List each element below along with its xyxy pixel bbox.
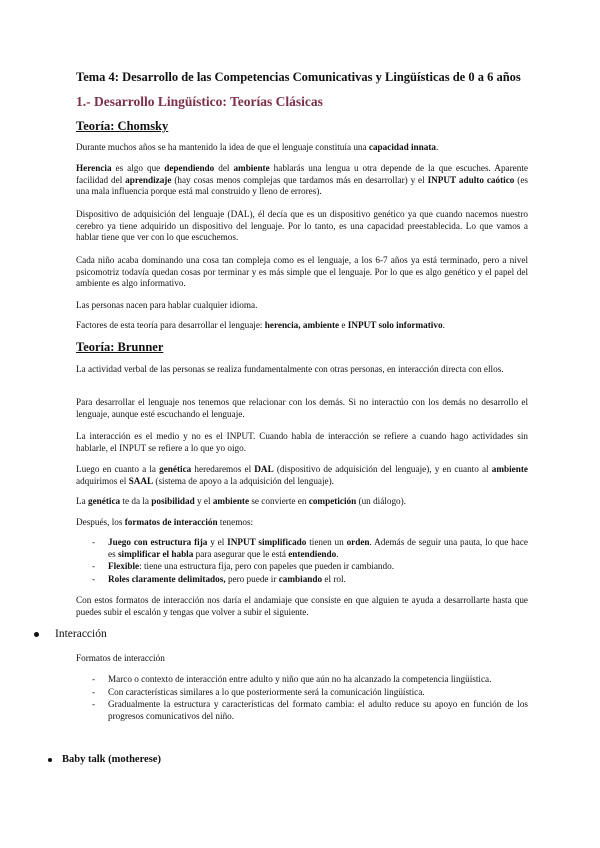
- text-run: (dispositivo de adquisición del lenguaje), y en cuanto al: [273, 464, 492, 474]
- bold-run: Herencia: [76, 163, 112, 173]
- list-dash: -: [92, 674, 96, 684]
- bold-run: capacidad innata: [368, 142, 437, 152]
- document-title: Tema 4: Desarrollo de las Competencias Comunicativas y Lingüísticas de 0 a 6 años: [76, 70, 521, 84]
- list-dash: -: [92, 699, 96, 710]
- brunner-paragraph-2: Para desarrollar el lenguaje nos tenemos que relacionar con los demás. Si no interactúo con los demás no desarrollo el lenguaje, aunque esté escuchando el lenguaje.: [76, 397, 528, 419]
- bold-run: SAAL: [128, 475, 154, 486]
- bold-run: entendiendo: [288, 548, 337, 559]
- text-run: Durante muchos años se ha mantenido la idea de que el lenguaje constituía una: [76, 142, 369, 152]
- text-run: .: [336, 548, 339, 559]
- brunner-paragraph-1: La actividad verbal de las personas se realiza fundamentalmente con otras personas, en interacción directa con ellos.: [76, 364, 504, 374]
- text-run: y el: [207, 537, 228, 547]
- bold-run: competición: [308, 496, 357, 506]
- text-run: pero puede ir: [225, 573, 279, 584]
- text-run: .: [436, 142, 439, 152]
- bold-run: Roles claramente delimitados,: [108, 573, 226, 584]
- text-run: adquirimos el: [76, 475, 129, 486]
- text-run: y el: [194, 496, 213, 506]
- list-item: [92, 687, 528, 699]
- list-item: [92, 561, 528, 573]
- bold-run: INPUT simplificado: [227, 537, 307, 547]
- text-run: Después, los: [76, 517, 125, 527]
- text-run: hablarás una lengua u otra depende de la que escuches. Aparente facilidad del: [76, 163, 528, 185]
- bold-run: aprendizaje: [125, 174, 172, 185]
- bold-run: DAL: [254, 464, 274, 474]
- text-run: : tiene una estructura fija, pero con papeles que pueden ir cambiando.: [139, 561, 394, 572]
- brunner-heading: Teoría: Brunner: [76, 340, 164, 354]
- chomsky-paragraph-2: [76, 163, 528, 198]
- baby-talk-heading: [48, 754, 161, 765]
- text-run: . Además de seguir una pauta, lo que hace es: [108, 537, 528, 559]
- list-dash: -: [92, 537, 96, 547]
- chomsky-paragraph-5: Las personas nacen para hablar cualquier idioma.: [76, 300, 258, 310]
- bold-run: INPUT solo informativo: [347, 320, 443, 330]
- text-run: se convierte en: [249, 496, 309, 506]
- text-run: te da la: [120, 496, 152, 506]
- text-run: tienen un: [306, 537, 347, 547]
- text-run: del: [214, 163, 234, 173]
- chomsky-paragraph-1: [76, 142, 528, 154]
- section-title: 1.- Desarrollo Lingüístico: Teorías Clásicas: [76, 94, 323, 109]
- bold-run: INPUT adulto caótico: [427, 174, 515, 185]
- chomsky-paragraph-3: Dispositivo de adquisición del lenguaje (DAL), él decía que es un dispositivo genético ya que cuando nacemos nuestro cerebro ya tiene adquirido un dispositivo del lenguaje. Por lo tanto, es una capacidad preestablecida. Lo que vamos a hablar tiene que ver con lo que escuchemos.: [76, 209, 528, 243]
- bold-run: genética: [159, 464, 192, 474]
- bold-run: posibilidad: [151, 496, 195, 506]
- bullet-icon: [48, 758, 52, 762]
- bold-run: simplificar el habla: [117, 548, 194, 559]
- text-run: e: [339, 320, 348, 330]
- list-dash: -: [92, 573, 96, 584]
- list-item: [92, 674, 528, 686]
- heading-text: Interacción: [55, 628, 107, 640]
- bold-run: herencia, ambiente: [264, 320, 340, 330]
- chomsky-paragraph-4: Cada niño acaba dominando una cosa tan compleja como es el lenguaje, a los 6-7 años ya está terminado, pero a nivel psicomotriz todavía quedan cosas por terminar y es más simple que el lenguaje. Por lo que es algo genético y el papel del ambiente es algo informativo.: [76, 255, 528, 289]
- interaccion-label: Formatos de interacción: [76, 653, 165, 663]
- text-run: heredaremos el: [191, 464, 255, 474]
- list-text: Marco o contexto de interacción entre adulto y niño que aún no ha alcanzado la competencia lingüística.: [108, 674, 492, 684]
- bold-run: formatos de interacción: [124, 517, 218, 527]
- brunner-paragraph-7: Con estos formatos de interacción nos daría el andamiaje que consiste en que alguien te ayuda a desarrollarte hasta que puedes subir el escalón y tengas que volver a subir el siguiente.: [76, 595, 528, 617]
- bold-run: dependiendo: [164, 163, 215, 173]
- brunner-paragraph-6: [76, 517, 528, 529]
- list-dash: -: [92, 561, 96, 572]
- list-item: [92, 537, 528, 560]
- bold-run: cambiando: [278, 573, 323, 584]
- text-run: Factores de esta teoría para desarrollar el lenguaje:: [76, 320, 265, 330]
- list-text: Gradualmente la estructura y características del formato cambia: el adulto reduce su apoyo en función de los progresos comunicativos del niño.: [108, 699, 528, 721]
- chomsky-heading: Teoría: Chomsky: [76, 119, 169, 133]
- text-run: Luego en cuanto a la: [76, 464, 160, 474]
- bold-run: orden: [346, 537, 370, 547]
- bullet-icon: [34, 632, 39, 637]
- bold-run: Flexible: [108, 561, 140, 572]
- text-run: (es una mala influencia porque está mal construido y lleno de errores).: [76, 174, 528, 197]
- text-run: es algo que: [111, 163, 165, 173]
- text-run: (un diálogo).: [356, 496, 406, 506]
- heading-text: Baby talk (motherese): [62, 754, 161, 765]
- text-run: tenemos:: [217, 517, 254, 527]
- bold-run: Juego con estructura fija: [108, 537, 208, 547]
- text-run: (sistema de apoyo a la adquisición del lenguaje).: [153, 475, 334, 486]
- bold-run: genética: [88, 496, 121, 506]
- text-run: el rol.: [322, 573, 346, 584]
- interaccion-list: [92, 674, 528, 723]
- chomsky-paragraph-6: [76, 320, 528, 332]
- text-run: para asegurar que le está: [193, 548, 289, 559]
- list-text: Con características similares a lo que posteriormente será la comunicación lingüística.: [108, 686, 425, 697]
- bold-run: ambiente: [233, 163, 270, 173]
- list-item: [92, 699, 528, 722]
- list-item: [92, 574, 528, 586]
- text-run: La: [76, 496, 88, 506]
- brunner-paragraph-3: La interacción es el medio y no es el INPUT. Cuando habla de interacción se refiere a cuando hago actividades sin hablarle, el INPUT se refiere a lo que yo oigo.: [76, 431, 528, 453]
- interaccion-heading: [34, 628, 107, 640]
- brunner-paragraph-5: [76, 496, 528, 508]
- brunner-paragraph-4: [76, 464, 528, 487]
- bold-run: ambiente: [212, 496, 250, 506]
- text-run: .: [442, 320, 445, 330]
- text-run: (hay cosas menos complejas que tardamos más en desarrollar) y el: [171, 174, 428, 185]
- bold-run: ambiente: [491, 464, 528, 474]
- interaction-formats-list: [92, 537, 528, 586]
- list-dash: -: [92, 686, 96, 697]
